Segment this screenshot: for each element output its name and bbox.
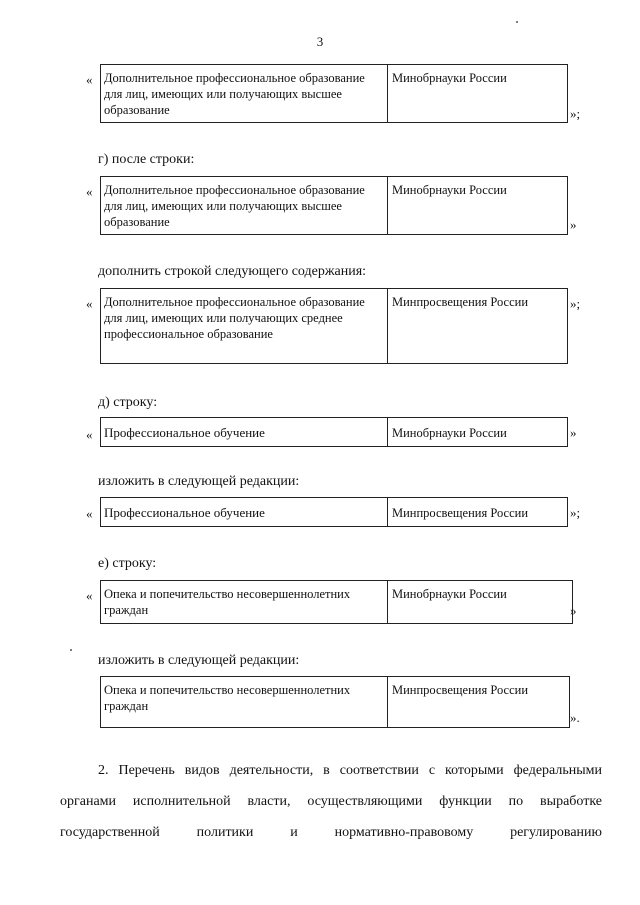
scan-speck <box>70 649 72 651</box>
paragraph-line <box>60 817 602 848</box>
paragraph-word: нормативно-правовому <box>334 825 474 840</box>
scan-speck <box>516 21 518 23</box>
ministry-cell: Минпросвещения России <box>392 295 529 309</box>
activity-cell: Дополнительное профессиональное образование для лиц, имеющих или получающих высшее образование <box>101 65 388 122</box>
ministry-cell: Минобрнауки России <box>392 426 507 440</box>
quote-close: »; <box>570 106 581 121</box>
quote-open: « <box>86 588 93 603</box>
ministry-cell: Минобрнауки России <box>392 183 507 197</box>
heading-add: дополнить строкой следующего содержания: <box>98 264 367 279</box>
quote-close: »; <box>570 505 581 520</box>
table-row <box>100 64 568 123</box>
paragraph-line: органами исполнительной власти, осуществляющими функции по выработке <box>60 794 602 809</box>
ministry-cell: Минобрнауки России <box>392 71 507 85</box>
activity-cell: Опека и попечительство несовершеннолетних граждан <box>101 677 388 727</box>
table-row <box>100 676 570 728</box>
table-row <box>100 288 568 364</box>
heading-d: д) строку: <box>98 395 158 410</box>
table-row <box>100 580 573 624</box>
paragraph-line: 2. Перечень видов деятельности, в соответствии с которыми федеральными <box>98 763 602 778</box>
table-row <box>100 417 568 447</box>
heading-e: е) строку: <box>98 556 157 571</box>
activity-cell: Опека и попечительство несовершеннолетних граждан <box>101 581 388 623</box>
activity-cell: Дополнительное профессиональное образование для лиц, имеющих или получающих среднее профессиональное образование <box>101 289 388 363</box>
ministry-cell: Минпросвещения России <box>392 683 529 697</box>
quote-open: « <box>86 506 93 521</box>
quote-open: « <box>86 184 93 199</box>
heading-g: г) после строки: <box>98 152 195 167</box>
quote-close: »; <box>570 296 581 311</box>
ministry-cell: Минобрнауки России <box>392 587 507 601</box>
activity-cell: Дополнительное профессиональное образование для лиц, имеющих или получающих высшее образование <box>101 177 388 234</box>
quote-open: « <box>86 296 93 311</box>
heading-edit-2: изложить в следующей редакции: <box>98 653 300 668</box>
quote-close: » <box>570 425 577 440</box>
ministry-cell: Минпросвещения России <box>392 506 529 520</box>
quote-close: » <box>570 217 577 232</box>
paragraph-word: политики <box>196 825 254 840</box>
heading-edit-1: изложить в следующей редакции: <box>98 474 300 489</box>
activity-cell: Профессиональное обучение <box>101 418 388 446</box>
activity-cell: Профессиональное обучение <box>101 498 388 526</box>
table-row <box>100 497 568 527</box>
quote-open: « <box>86 72 93 87</box>
quote-close: ». <box>570 710 580 725</box>
quote-open: « <box>86 427 93 442</box>
table-row <box>100 176 568 235</box>
paragraph-word: и <box>290 825 298 840</box>
paragraph-word: государственной <box>60 825 160 840</box>
paragraph-word: регулированию <box>510 825 602 840</box>
page-number: 3 <box>316 34 324 49</box>
quote-close: » <box>570 603 577 618</box>
